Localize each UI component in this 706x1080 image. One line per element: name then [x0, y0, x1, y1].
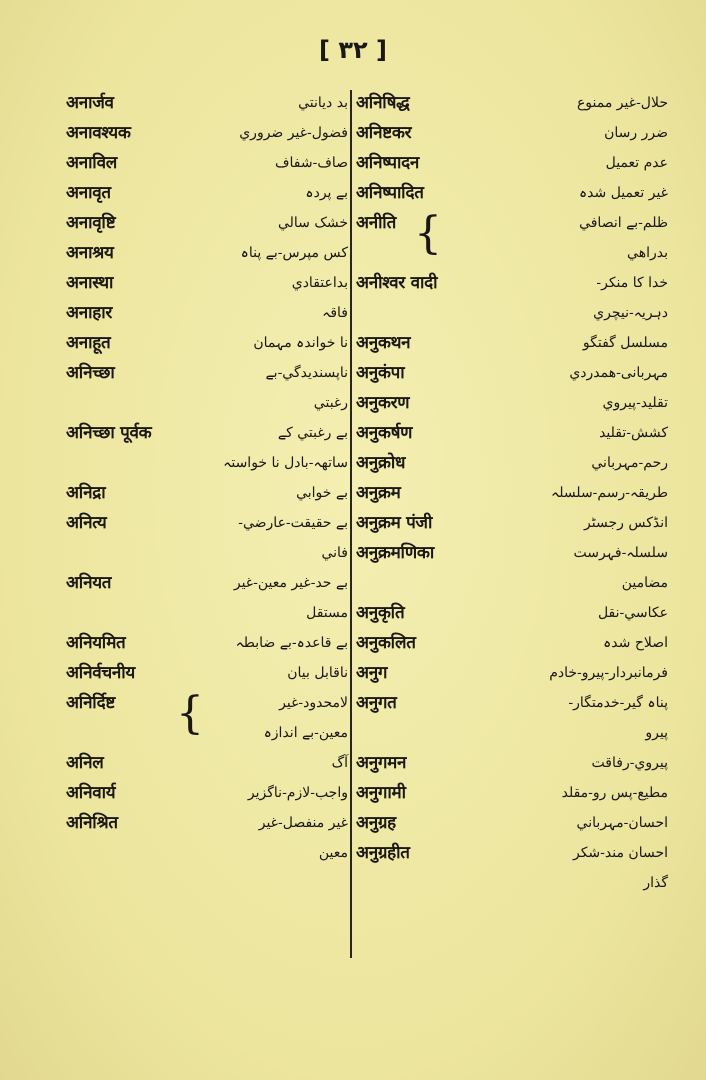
meaning-line: بد دیانتي	[298, 95, 348, 111]
entry-headword: अनिष्पादन	[356, 153, 420, 173]
entry-headword: अनुग्रहीत	[356, 843, 410, 863]
entry-headword: अनुकर्षण	[356, 423, 413, 443]
meaning-line: خدا کا منکر-	[596, 275, 668, 291]
meaning-line: بے پردہ	[305, 185, 348, 201]
entry-headword: अनुगामी	[356, 783, 406, 803]
dictionary-entry	[66, 778, 348, 808]
entry-meaning	[356, 478, 668, 508]
meaning-line: مسلسل گفتگو	[582, 335, 668, 351]
meaning-line: واجب-لازم-ناگزیر	[247, 785, 348, 801]
meaning-line: احسان مند-شکر	[572, 845, 668, 861]
dictionary-entry	[66, 748, 348, 778]
entry-meaning	[356, 208, 668, 268]
meaning-line: فاقہ	[322, 305, 348, 321]
meaning-line: بے خوابي	[296, 485, 348, 501]
dictionary-entry	[66, 88, 348, 118]
meaning-line: معین	[318, 845, 348, 861]
meaning-line: طریقہ-رسم-سلسلہ	[550, 485, 668, 501]
dictionary-entry	[356, 358, 672, 388]
dictionary-entry	[356, 148, 672, 178]
entry-headword: अनुकलित	[356, 633, 416, 653]
dictionary-entry	[66, 508, 348, 568]
dictionary-entry	[66, 208, 348, 238]
entry-headword: अनुक्रोध	[356, 453, 406, 473]
dictionary-entry	[66, 358, 348, 418]
entry-headword: अनाहूत	[66, 333, 111, 353]
entry-headword: अनिष्पादित	[356, 183, 424, 203]
entry-headword: अनावश्यक	[66, 123, 131, 143]
entry-headword: अनुक्रमणिका	[356, 543, 434, 563]
meaning-line: بے حقیقت-عارضي-	[238, 515, 348, 531]
entry-headword: अनिच्छा	[66, 363, 115, 383]
dictionary-entry	[356, 478, 672, 508]
entry-headword: अनिवार्य	[66, 783, 116, 803]
dictionary-entry	[356, 778, 672, 808]
meaning-line: مہربانی-همدردي	[569, 365, 668, 381]
entry-headword: अनुकंपा	[356, 363, 405, 383]
entry-headword: अनावृष्टि	[66, 213, 116, 233]
entry-headword: अनिद्रा	[66, 483, 106, 503]
meaning-line: کشش-تقلید	[599, 425, 668, 441]
meaning-line: آگ	[331, 755, 348, 771]
entry-headword: अनिष्टकर	[356, 123, 412, 143]
entry-meaning	[356, 808, 668, 838]
meaning-line: مستقل	[306, 605, 348, 621]
entry-headword: अनुकृति	[356, 603, 405, 623]
dictionary-entry	[356, 808, 672, 838]
meaning-line: ضرر رسان	[604, 125, 668, 141]
meaning-line: بداعتقادي	[291, 275, 348, 291]
meaning-line: لامحدود-غیر	[279, 695, 348, 711]
meaning-line: رغبتي	[313, 395, 348, 411]
dictionary-entry	[66, 568, 348, 628]
entry-headword: अनिषिद्ध	[356, 93, 410, 113]
dictionary-entry	[66, 178, 348, 208]
dictionary-entry	[66, 688, 348, 748]
dictionary-entry	[356, 628, 672, 658]
meaning-line: دہریہ-نیچري	[593, 305, 668, 321]
dictionary-entry	[356, 388, 672, 418]
entry-headword: अनिर्वचनीय	[66, 663, 135, 683]
meaning-line: ناقابل بیان	[287, 665, 348, 681]
meaning-line: غیر منفصل-غیر	[258, 815, 348, 831]
meaning-line: اصلاح شدہ	[603, 635, 668, 651]
entry-meaning	[66, 478, 348, 508]
dictionary-entry	[356, 538, 672, 598]
entry-headword: अनाविल	[66, 153, 118, 173]
entry-headword: अनार्जव	[66, 93, 114, 113]
entry-headword: अनीश्वर वादी	[356, 273, 438, 293]
meaning-line: فاني	[321, 545, 348, 561]
meaning-line: سلسلہ-فہرست	[573, 545, 668, 561]
dictionary-entry	[356, 658, 672, 688]
dictionary-entry	[356, 838, 672, 898]
entry-headword: अनिच्छा पूर्वक	[66, 423, 152, 443]
left-column	[66, 88, 348, 868]
entry-headword: अनिश्रित	[66, 813, 118, 833]
entry-headword: अनावृत	[66, 183, 111, 203]
brace-mark: {	[414, 208, 442, 259]
entry-meaning	[66, 508, 348, 568]
dictionary-entry	[66, 148, 348, 178]
dictionary-entry	[356, 268, 672, 328]
dictionary-entry	[356, 88, 672, 118]
meaning-line: گذار	[643, 875, 668, 891]
dictionary-entry	[66, 268, 348, 298]
meaning-line: صاف-شفاف	[275, 155, 348, 171]
entry-headword: अनास्था	[66, 273, 114, 293]
dictionary-entry	[66, 418, 348, 478]
entry-headword: अनियत	[66, 573, 112, 593]
dictionary-entry	[66, 478, 348, 508]
meaning-line: بے رغبتي کے	[277, 425, 348, 441]
dictionary-entry	[356, 508, 672, 538]
meaning-line: بے قاعدہ-بے ضابطہ	[235, 635, 348, 651]
entry-meaning	[356, 658, 668, 688]
entry-headword: अनाहार	[66, 303, 113, 323]
meaning-line: فضول-غیر ضروري	[239, 125, 348, 141]
entry-headword: अनुकरण	[356, 393, 410, 413]
dictionary-entry	[66, 328, 348, 358]
dictionary-entry	[66, 658, 348, 688]
dictionary-entry	[356, 688, 672, 748]
dictionary-entry	[66, 118, 348, 148]
dictionary-entry	[356, 418, 672, 448]
entry-headword: अनियमित	[66, 633, 126, 653]
meaning-line: غیر تعمیل شدہ	[578, 185, 668, 201]
dictionary-entry	[356, 118, 672, 148]
entry-headword: अनुक्रम पंजी	[356, 513, 433, 533]
dictionary-entry	[356, 178, 672, 208]
meaning-line: ظلم-بے انصافي	[579, 215, 668, 231]
right-column	[356, 88, 672, 898]
dictionary-entry	[66, 238, 348, 268]
entry-meaning	[356, 688, 668, 748]
meaning-line: بدراهي	[627, 245, 668, 261]
meaning-line: احسان-مہرباني	[576, 815, 668, 831]
entry-headword: अनुकथन	[356, 333, 411, 353]
dictionary-entry	[66, 808, 348, 868]
meaning-line: نا خواندہ مہمان	[253, 335, 348, 351]
dictionary-entry	[66, 628, 348, 658]
meaning-line: مضامین	[621, 575, 668, 591]
meaning-line: کس مپرس-بے پناہ	[240, 245, 348, 261]
entry-headword: अनुगमन	[356, 753, 407, 773]
meaning-line: تقلید-پیروي	[602, 395, 668, 411]
entry-headword: अनिर्दिष्ट	[66, 693, 115, 713]
meaning-line: ناپسندیدگي-بے	[265, 365, 348, 381]
entry-headword: अनुग	[356, 663, 388, 683]
column-divider	[350, 90, 352, 958]
dictionary-entry	[356, 748, 672, 778]
meaning-line: انڈکس رجسٹر	[584, 515, 668, 531]
dictionary-entry	[66, 298, 348, 328]
meaning-line: حلال-غیر ممنوع	[576, 95, 668, 111]
entry-headword: अनित्य	[66, 513, 107, 533]
dictionary-entry	[356, 328, 672, 358]
meaning-line: بے حد-غیر معین-غیر	[233, 575, 348, 591]
entry-headword: अनिल	[66, 753, 104, 773]
meaning-line: معین-بے اندازہ	[263, 725, 348, 741]
entry-meaning	[66, 748, 348, 778]
dictionary-entry	[356, 448, 672, 478]
entry-headword: अनुग्रह	[356, 813, 396, 833]
dictionary-entry	[356, 598, 672, 628]
meaning-line: خشک سالي	[277, 215, 348, 231]
brace-mark: {	[176, 688, 204, 739]
page-number: [ ٣٢ ]	[319, 36, 387, 64]
entry-headword: अनुगत	[356, 693, 397, 713]
meaning-line: پیروي-رفاقت	[591, 755, 668, 771]
meaning-line: عدم تعمیل	[605, 155, 668, 171]
entry-headword: अनीति	[356, 213, 397, 233]
meaning-line: رحم-مہرباني	[591, 455, 668, 471]
meaning-line: پناہ گیر-خدمتگار-	[568, 695, 668, 711]
entry-headword: अनाश्रय	[66, 243, 114, 263]
meaning-line: مطیع-پس رو-مقلد	[561, 785, 668, 801]
meaning-line: پیرو	[645, 725, 668, 741]
meaning-line: فرمانبردار-پیرو-خادم	[549, 665, 668, 681]
meaning-line: ساتھہ-بادل نا خواستہ	[223, 455, 348, 471]
meaning-line: عکاسي-نقل	[597, 605, 668, 621]
dictionary-entry	[356, 208, 672, 268]
entry-headword: अनुक्रम	[356, 483, 401, 503]
